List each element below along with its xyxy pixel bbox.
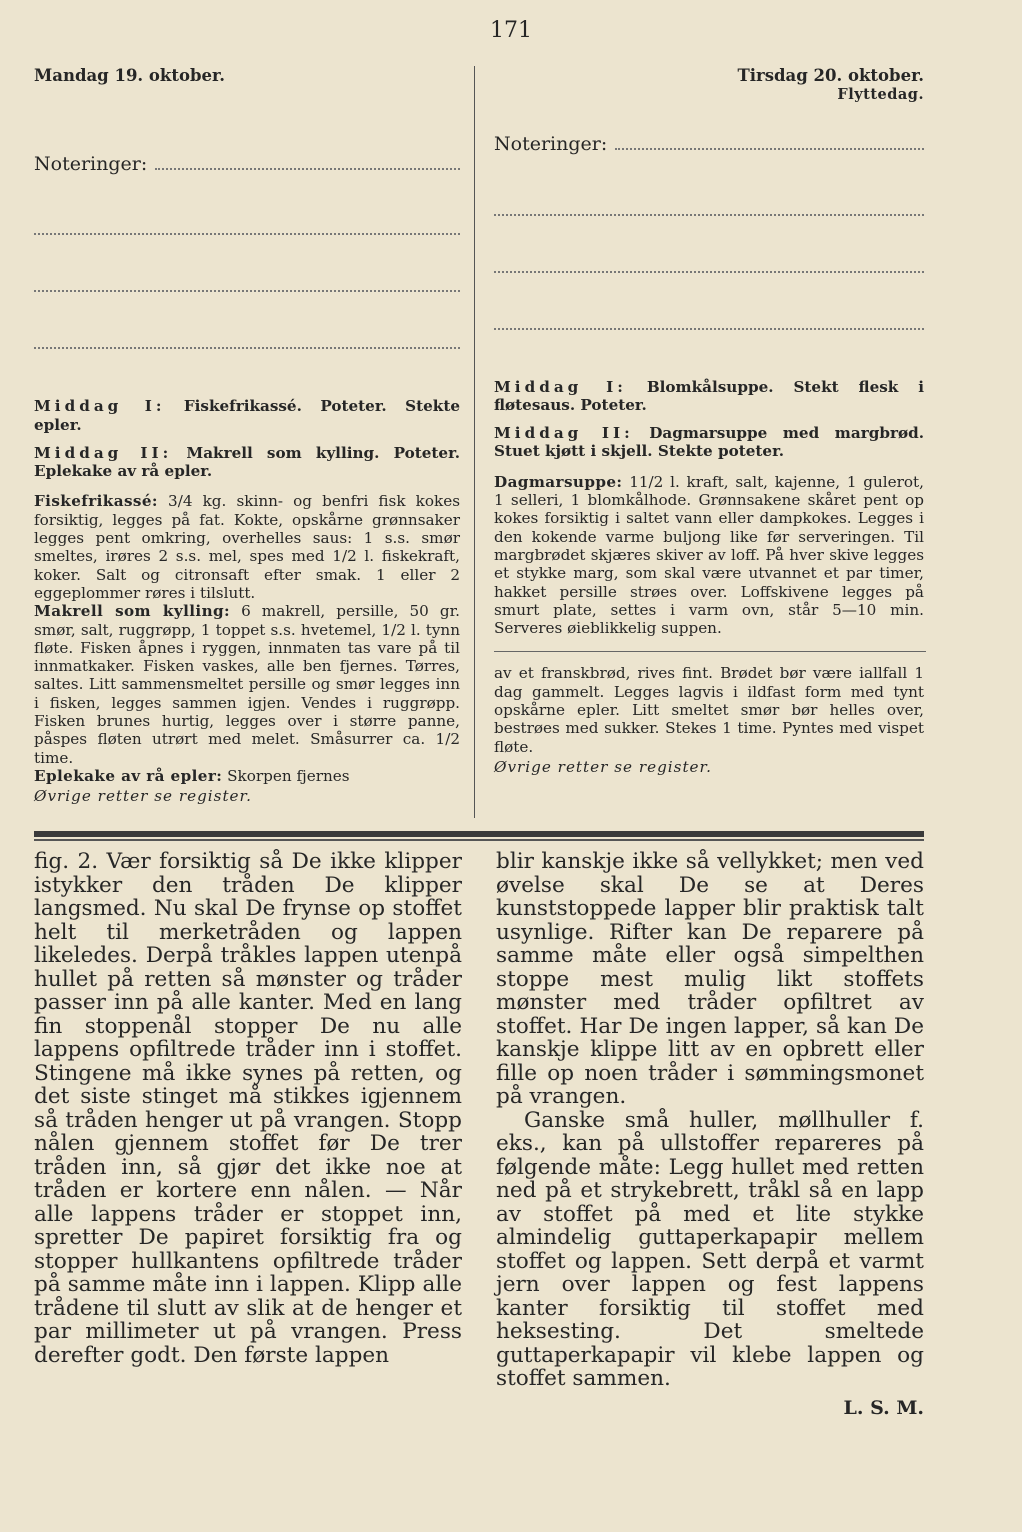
recipe-paragraph: [494, 473, 924, 638]
recipe-paragraph: [34, 602, 460, 767]
notes-dotted-line: [494, 314, 924, 330]
recipe-text: 11/2 l. kraft, salt, kajenne, 1 gulerot, 1 selleri, 1 blomkålhode. Grønnsakene skåret pent op kokes forsiktig i saltet vann eller dampkokes. Legges i den kokende varme buljong like før serveringen. Til margbrødet skjæres skiver av loff. På hver skive legges et stykke marg, som skal være utvannet et par timer, hakket persille strøes over. Loffskivene legges på smurt plate, settes i varm ovn, står 5—10 min. Serveres øieblikkelig suppen.: [494, 472, 924, 638]
tuesday-notes-label: Noteringer:: [494, 133, 608, 156]
recipe-text: 6 makrell, persille, 50 gr. smør, salt, ruggrøpp, 1 toppet s.s. hvetemel, 1/2 l. tynn fløte. Fisken åpnes i ryggen, innmaten tas vare på til innmatkaker. Fisken vaskes, alle ben fjernes. Tørres, saltes. Litt sammensmeltet persille og smør legges inn i fisken, legges sammen igjen. Vendes i ruggrøpp. Fisken brunes hurtig, legges over i større panne, påspes fløten utrørt med melet. Småsurrer ca. 1/2 time.: [34, 602, 460, 767]
recipe-text: 3/4 kg. skinn- og benfri fisk kokes forsiktig, legges på fat. Kokte, opskårne grønnsaker legges pent omkring, overhelles saus: 1 s.s. smør smeltes, irøres 2 s.s. mel, spes med 1/2 l. fiskekraft, koker. Salt og citronsaft efter smak. 1 eller 2 eggeplommer røres i tilslutt.: [34, 492, 460, 602]
monday-notes-label: Noteringer:: [34, 153, 148, 175]
article-paragraph: fig. 2. Vær forsiktig så De ikke klipper istykker den tråden De klipper langsmed. Nu skal De frynse op stoffet helt til merketråden og lappen likeledes. Derpå tråkles lappen utenpå hullet på retten så mønster og tråder passer inn på alle kanter. Med en lang fin stoppenål stopper De nu alle lappens opfiltrede tråder inn i stoffet. Stingene må ikke synes på retten, og det siste stinget må stikkes igjennem så tråden henger ut på vrangen. Stopp nålen gjennem stoffet før De trer tråden inn, så gjør det ikke noe at tråden er kortere enn nålen. — Når alle lappens tråder er stoppet inn, spretter De papiret forsiktig fra og stopper hullkantens opfiltrede tråder på samme måte inn i lappen. Klipp alle trådene til slutt av slik at de henger et par millimeter ut på vrangen. Press derefter godt. Den første lappen: [34, 849, 462, 1368]
article-signature: L. S. M.: [843, 1396, 924, 1419]
recipe-name: Eplekake av rå epler:: [34, 766, 223, 785]
menu-text: Blomkålsuppe. Stekt flesk i fløtesaus. Poteter.: [494, 377, 924, 414]
menu-text: Dagmarsuppe med margbrød. Stuet kjøtt i skjell. Stekte poteter.: [494, 424, 924, 461]
recipe-text: Skorpen fjernes: [227, 766, 350, 785]
notes-dotted-line: [34, 276, 460, 292]
menu-text: Fiskefrikassé. Poteter. Stekte epler.: [34, 397, 460, 434]
monday-menu-1: [34, 397, 460, 434]
article-right-column: [496, 850, 924, 1420]
notes-dotted-line: [34, 333, 460, 349]
article-left-column: [34, 850, 462, 1367]
notes-dotted-line: [494, 257, 924, 273]
section-divider-thin: [34, 839, 924, 841]
tuesday-column: [494, 0, 924, 776]
recipe-paragraph: [34, 767, 460, 785]
page-number: 171: [490, 18, 532, 43]
recipe-name: Makrell som kylling:: [34, 602, 231, 621]
tuesday-menu-1: [494, 378, 924, 415]
tuesday-date: Tirsdag 20. oktober.: [737, 66, 924, 85]
tuesday-menu-2: [494, 424, 924, 461]
recipe-paragraph: [34, 492, 460, 602]
notes-dotted-line: [494, 200, 924, 216]
menu-label: Middag I:: [494, 377, 627, 396]
article-paragraph: Ganske små huller, møllhuller f. eks., kan på ullstoffer repareres på følgende måte: Legg hullet med retten ned på et strykebrett, tråkl så en lapp av stoffet på med et lite stykke almindelig guttaperkapapir mellem stoffet og lappen. Sett derpå et varmt jern over lappen og fest lappens kanter forsiktig til stoffet med heksesting. Det smeltede guttaperkapapir vil klebe lappen og stoffet sammen.: [496, 1107, 924, 1391]
menu-label: Middag II:: [494, 424, 634, 443]
monday-footer-note: Øvrige retter se register.: [34, 787, 252, 806]
recipe-text: av et franskbrød, rives fint. Brødet bør være iallfall 1 dag gammelt. Legges lagvis i ildfast form med tynt opskårne epler. Litt smeltet smør bør helles over, bestrøes med sukker. Stekes 1 time. Pyntes med vispet fløte.: [494, 664, 924, 756]
menu-label: Middag I:: [34, 397, 166, 416]
notes-dotted-line: [155, 154, 460, 170]
monday-recipes: [34, 492, 460, 785]
recipe-name: Dagmarsuppe:: [494, 472, 623, 491]
tuesday-recipe: [494, 473, 924, 638]
tuesday-footer-note: Øvrige retter se register.: [494, 757, 712, 776]
section-rule: [494, 651, 926, 652]
tuesday-recipe-continued: [494, 664, 924, 755]
notes-dotted-line: [615, 134, 924, 150]
monday-column: [34, 0, 460, 806]
notes-dotted-line: [34, 219, 460, 235]
section-divider: [34, 831, 924, 837]
menu-text: Makrell som kylling. Poteter. Eplekake av rå epler.: [34, 443, 460, 481]
menu-label: Middag II:: [34, 443, 173, 462]
recipe-name: Fiskefrikassé:: [34, 492, 158, 511]
monday-menu-2: [34, 444, 460, 481]
tuesday-notes: [494, 133, 924, 156]
monday-date: Mandag 19. oktober.: [34, 66, 225, 85]
monday-notes: [34, 154, 460, 173]
tuesday-subtitle: Flyttedag.: [837, 86, 924, 103]
column-divider: [474, 66, 475, 818]
article-paragraph: blir kanskje ikke så vellykket; men ved øvelse skal De se at Deres kunststoppede lapper blir praktisk talt usynlige. Rifter kan De reparere på samme måte eller også simpelthen stoppe mest mulig likt stoffets mønster med tråder opfiltret av stoffet. Har De ingen lapper, så kan De kanskje klippe litt av en opbrett eller fille op noen tråder i sømmingsmonet på vrangen.: [496, 849, 924, 1109]
